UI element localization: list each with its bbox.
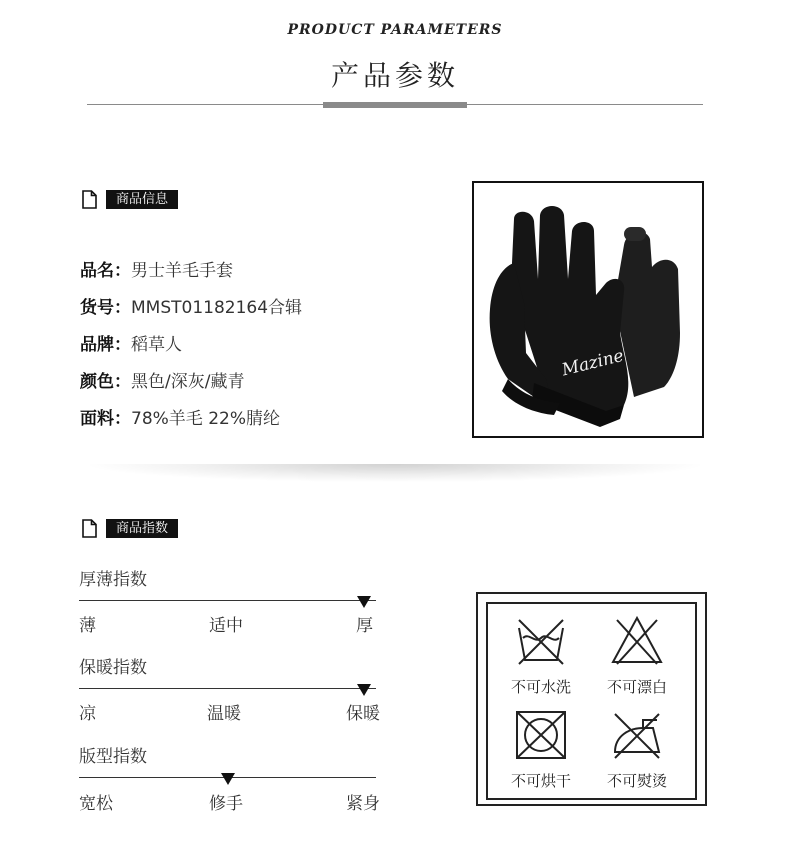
info-key: 货号： — [80, 298, 131, 318]
info-key: 颜色： — [80, 372, 131, 392]
scale-label-mid: 适中 — [209, 616, 243, 636]
scale-label-high: 厚 — [356, 616, 373, 636]
section-title-index — [82, 519, 178, 538]
scale-line-thickness — [79, 600, 376, 601]
header-title-en: PRODUCT PARAMETERS — [287, 22, 503, 38]
care-item-no-iron — [592, 708, 682, 791]
product-info-list — [80, 258, 302, 443]
glove-script-logo: Mazine — [559, 345, 626, 381]
scale-label-low: 宽松 — [79, 794, 113, 814]
header-divider-accent — [323, 102, 467, 108]
info-value: 78%羊毛 22%腈纶 — [131, 409, 280, 429]
care-instructions-box — [476, 592, 707, 806]
info-value: 男士羊毛手套 — [131, 261, 233, 281]
section-label-info: 商品信息 — [106, 190, 178, 209]
info-key: 面料： — [80, 409, 131, 429]
care-label: 不可水洗 — [510, 678, 571, 696]
no-iron-icon — [609, 708, 665, 762]
product-photo — [472, 181, 704, 438]
scale-label-mid: 修手 — [209, 794, 243, 814]
scale-marker — [357, 596, 371, 608]
no-wash-icon — [513, 614, 569, 668]
scale-title-warmth: 保暖指数 — [79, 658, 147, 678]
scale-label-high: 保暖 — [346, 704, 380, 724]
info-row-sku — [80, 295, 302, 332]
no-bleach-icon — [609, 614, 665, 668]
info-key: 品牌： — [80, 335, 131, 355]
scale-title-fit: 版型指数 — [79, 747, 147, 767]
info-row-color — [80, 369, 302, 406]
scale-label-low: 凉 — [79, 704, 96, 724]
scale-marker — [357, 684, 371, 696]
info-row-name — [80, 258, 302, 295]
section-divider-shadow — [90, 464, 700, 482]
info-row-fabric — [80, 406, 302, 443]
scale-label-low: 薄 — [79, 616, 96, 636]
care-label: 不可烘干 — [510, 772, 571, 790]
section-label-index: 商品指数 — [106, 519, 178, 538]
care-instructions-inner — [486, 602, 697, 800]
info-key: 品名： — [80, 261, 131, 281]
scale-title-thickness: 厚薄指数 — [79, 570, 147, 590]
scale-label-mid: 温暖 — [207, 704, 241, 724]
scale-label-high: 紧身 — [346, 794, 380, 814]
care-label: 不可漂白 — [606, 678, 667, 696]
care-item-no-tumble-dry — [496, 708, 586, 791]
care-label: 不可熨烫 — [606, 772, 667, 790]
info-value: 黑色/深灰/藏青 — [131, 372, 245, 392]
care-item-no-wash — [496, 614, 586, 697]
info-row-brand — [80, 332, 302, 369]
scale-marker — [221, 773, 235, 785]
scale-line-warmth — [79, 688, 376, 689]
document-icon — [82, 519, 97, 538]
no-tumble-dry-icon — [513, 708, 569, 762]
section-title-info — [82, 190, 178, 209]
document-icon — [82, 190, 97, 209]
header-title-cn: 产品参数 — [330, 59, 459, 92]
info-value: MMST01182164合辑 — [131, 298, 303, 318]
info-value: 稻草人 — [131, 335, 182, 355]
care-item-no-bleach — [592, 614, 682, 697]
glove-image — [474, 183, 702, 436]
